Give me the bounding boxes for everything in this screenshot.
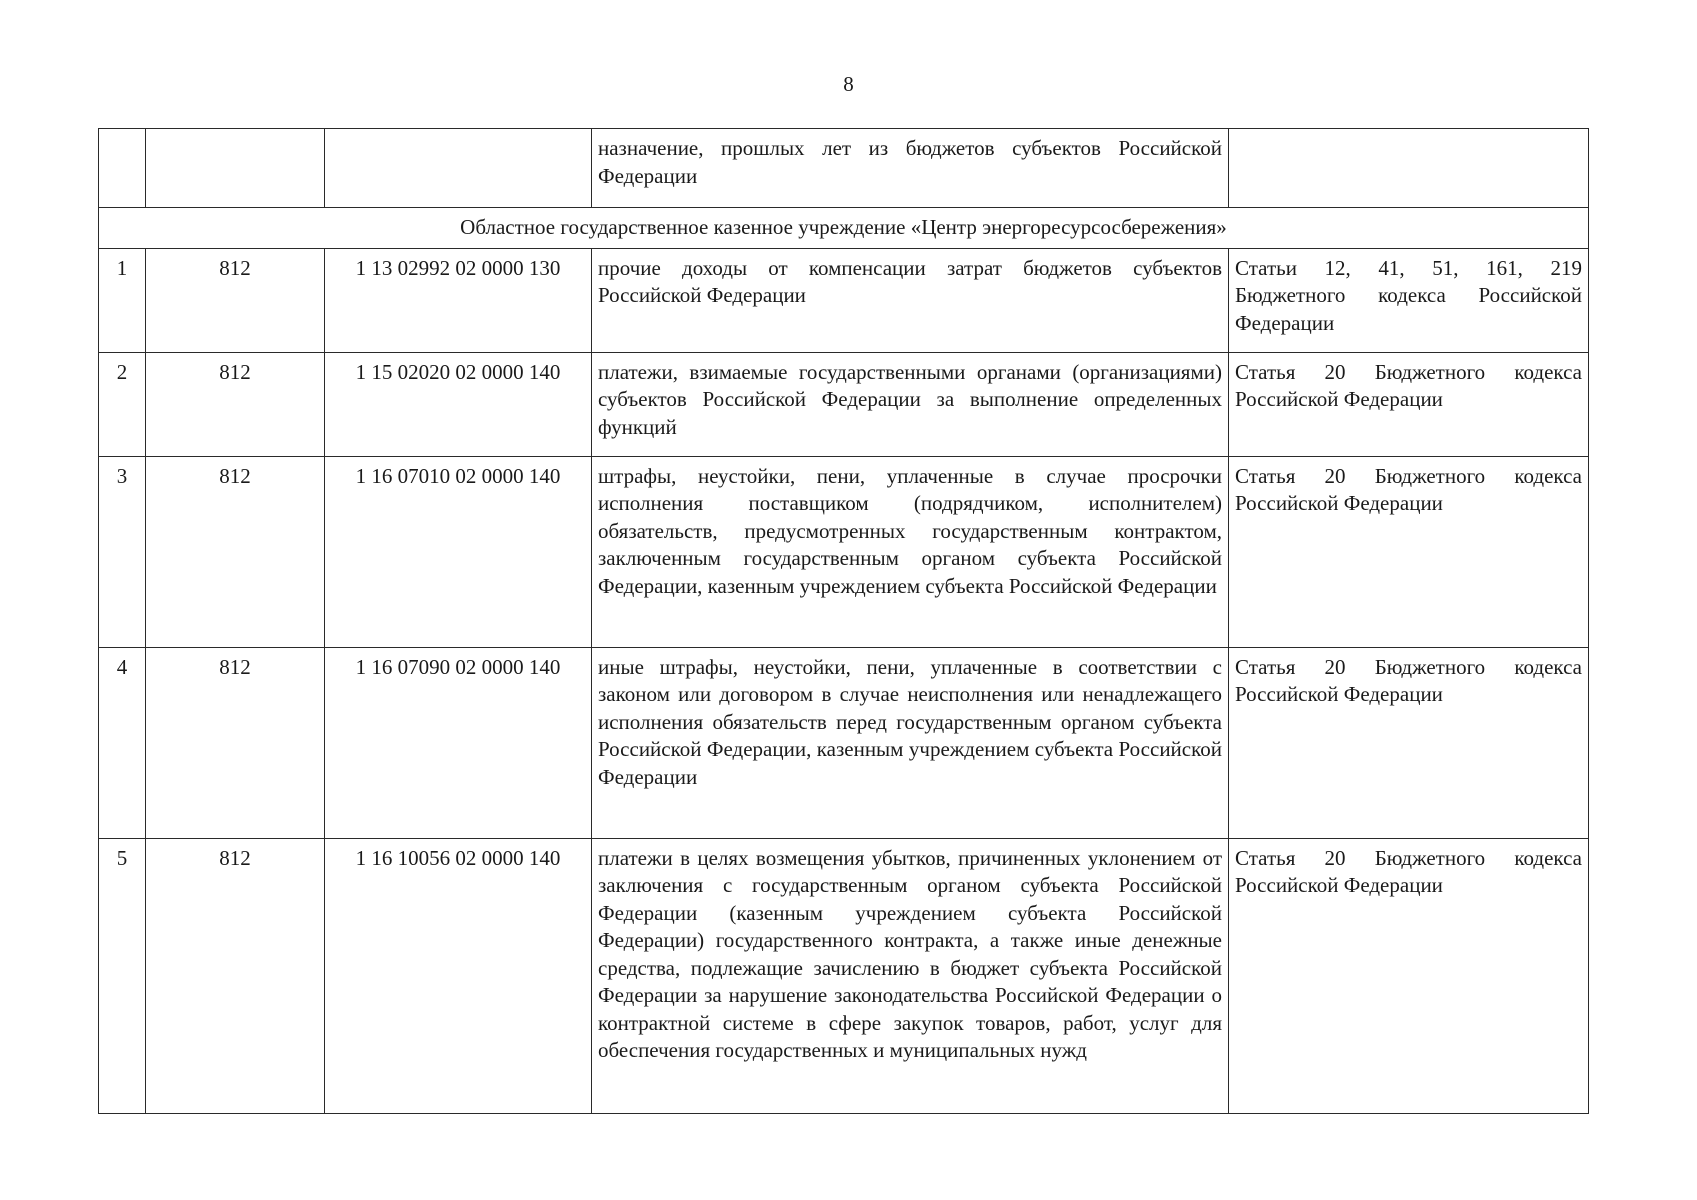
revenue-name-cell: прочие доходы от компенсации затрат бюджетов субъектов Российской Федерации xyxy=(592,248,1229,352)
row-number-cell: 2 xyxy=(99,352,146,456)
table-row xyxy=(99,647,1589,838)
row-number-cell: 4 xyxy=(99,647,146,838)
admin-code-cell: 812 xyxy=(146,352,325,456)
table-row xyxy=(99,352,1589,456)
admin-code-cell: 812 xyxy=(146,647,325,838)
admin-code-cell xyxy=(146,129,325,208)
legal-basis-cell: Статьи 12, 41, 51, 161, 219 Бюджетного кодекса Российской Федерации xyxy=(1229,248,1589,352)
row-number-cell: 1 xyxy=(99,248,146,352)
admin-code-cell: 812 xyxy=(146,838,325,1113)
table-row xyxy=(99,456,1589,647)
table-row-continuation xyxy=(99,129,1589,208)
row-number-cell: 5 xyxy=(99,838,146,1113)
revenue-code-cell: 1 16 07010 02 0000 140 xyxy=(325,456,592,647)
row-number-cell xyxy=(99,129,146,208)
revenue-name-cell: платежи в целях возмещения убытков, причиненных уклонением от заключения с государственным органом субъекта Российской Федерации (казенным учреждением субъекта Российской Федерации) государственного контракта, а также иные денежные средства, подлежащие зачислению в бюджет субъекта Российской Федерации за нарушение законодательства Российской Федерации о контрактной системе в сфере закупок товаров, работ, услуг для обеспечения государственных и муниципальных нужд xyxy=(592,838,1229,1113)
admin-code-cell: 812 xyxy=(146,456,325,647)
legal-basis-cell: Статья 20 Бюджетного кодекса Российской Федерации xyxy=(1229,647,1589,838)
revenue-name-cell: платежи, взимаемые государственными органами (организациями) субъектов Российской Федерации за выполнение определенных функций xyxy=(592,352,1229,456)
revenue-name-cell: иные штрафы, неустойки, пени, уплаченные в соответствии с законом или договором в случае неисполнения или ненадлежащего исполнения обязательств перед государственным органом субъекта Российской Федерации, казенным учреждением субъекта Российской Федерации xyxy=(592,647,1229,838)
table-row xyxy=(99,838,1589,1113)
revenue-code-cell: 1 16 07090 02 0000 140 xyxy=(325,647,592,838)
legal-basis-cell xyxy=(1229,129,1589,208)
legal-basis-cell: Статья 20 Бюджетного кодекса Российской Федерации xyxy=(1229,456,1589,647)
page-number: 8 xyxy=(843,72,854,96)
legal-basis-cell: Статья 20 Бюджетного кодекса Российской Федерации xyxy=(1229,352,1589,456)
section-title: Областное государственное казенное учреждение «Центр энергоресурсосбережения» xyxy=(99,208,1589,249)
revenue-table xyxy=(98,128,1589,1114)
admin-code-cell: 812 xyxy=(146,248,325,352)
revenue-code-cell xyxy=(325,129,592,208)
revenue-name-cell: штрафы, неустойки, пени, уплаченные в случае просрочки исполнения поставщиком (подрядчиком, исполнителем) обязательств, предусмотренных государственным контрактом, заключенным государственным органом субъекта Российской Федерации, казенным учреждением субъекта Российской Федерации xyxy=(592,456,1229,647)
revenue-name-cell: назначение, прошлых лет из бюджетов субъектов Российской Федерации xyxy=(592,129,1229,208)
revenue-code-cell: 1 13 02992 02 0000 130 xyxy=(325,248,592,352)
legal-basis-cell: Статья 20 Бюджетного кодекса Российской Федерации xyxy=(1229,838,1589,1113)
section-header-row xyxy=(99,208,1589,249)
revenue-code-cell: 1 16 10056 02 0000 140 xyxy=(325,838,592,1113)
table-row xyxy=(99,248,1589,352)
row-number-cell: 3 xyxy=(99,456,146,647)
revenue-code-cell: 1 15 02020 02 0000 140 xyxy=(325,352,592,456)
